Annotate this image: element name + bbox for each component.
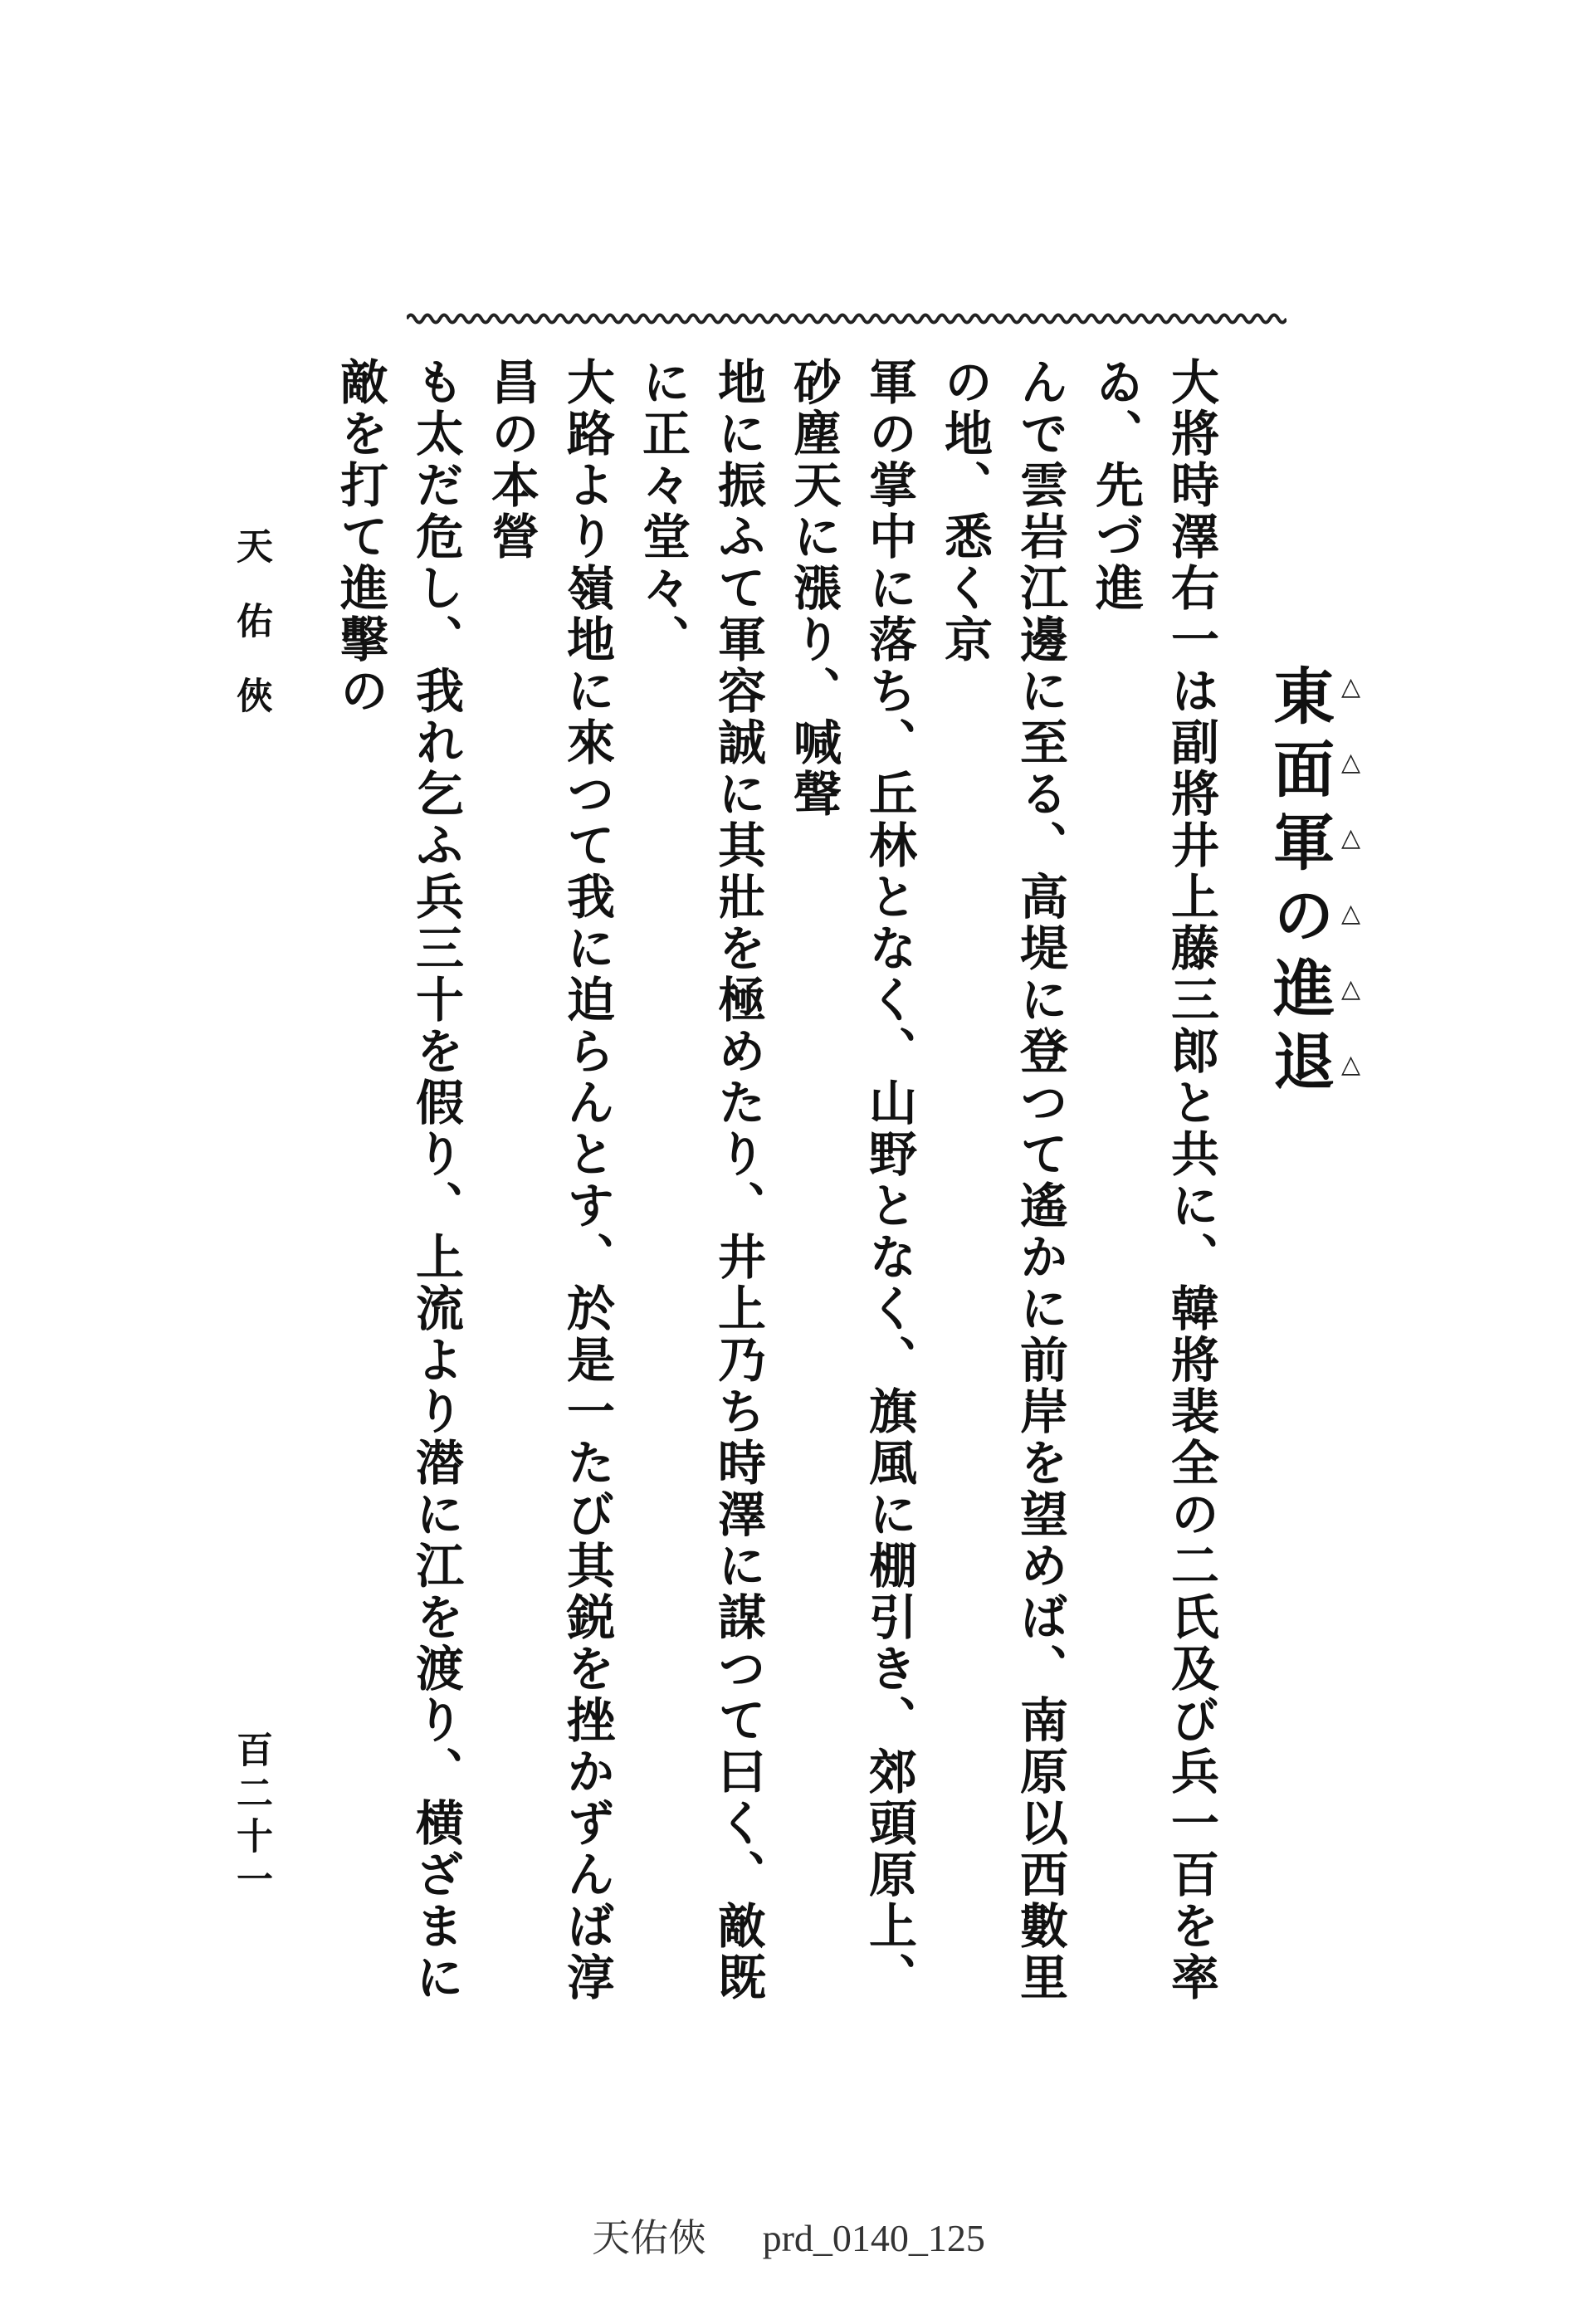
running-header: 天佑俠 — [230, 527, 272, 751]
body-text — [315, 357, 1228, 2042]
text-line: も太だ危し、我れ乞ふ兵三十を假り、上流より潜に江を渡り、横ざまに敵を打て進擊の — [332, 357, 464, 2004]
section-title: 東面軍の進退 — [1263, 664, 1335, 1102]
wavy-rule-divider — [407, 309, 1286, 329]
footer-title: 天佑俠 — [592, 2217, 707, 2259]
text-line: 地に振ふて軍容誠に其壯を極めたり、井上乃ち時澤に謀つて曰く、敵既に正々堂々、 — [634, 357, 766, 2004]
text-line: 大路より嶺地に來つて我に迫らんとす、於是一たび其鋭を挫かずんば淳昌の本營 — [483, 357, 615, 2004]
page-number: 百二十一 — [230, 1731, 272, 1903]
text-line: 軍の掌中に落ち、丘林となく、山野となく、旗風に棚引き、郊頭原上、砂塵天に漲り、喊聲 — [785, 357, 917, 2004]
footer-id: prd_0140_125 — [762, 2217, 985, 2259]
text-line — [315, 357, 322, 2042]
text-line: 大將時澤右一は副將井上藤三郎と共に、韓將裴全の二氏及び兵一百を率ゐ、先づ進 — [1087, 357, 1219, 2004]
text-line: んで雲岩江邊に至る、高堤に登つて遙かに前岸を望めば、南原以西數里の地、悉く京 — [936, 357, 1068, 2004]
title-emphasis-marks: △△△△△△ — [1336, 672, 1365, 1125]
footer-caption — [0, 2208, 1577, 2263]
